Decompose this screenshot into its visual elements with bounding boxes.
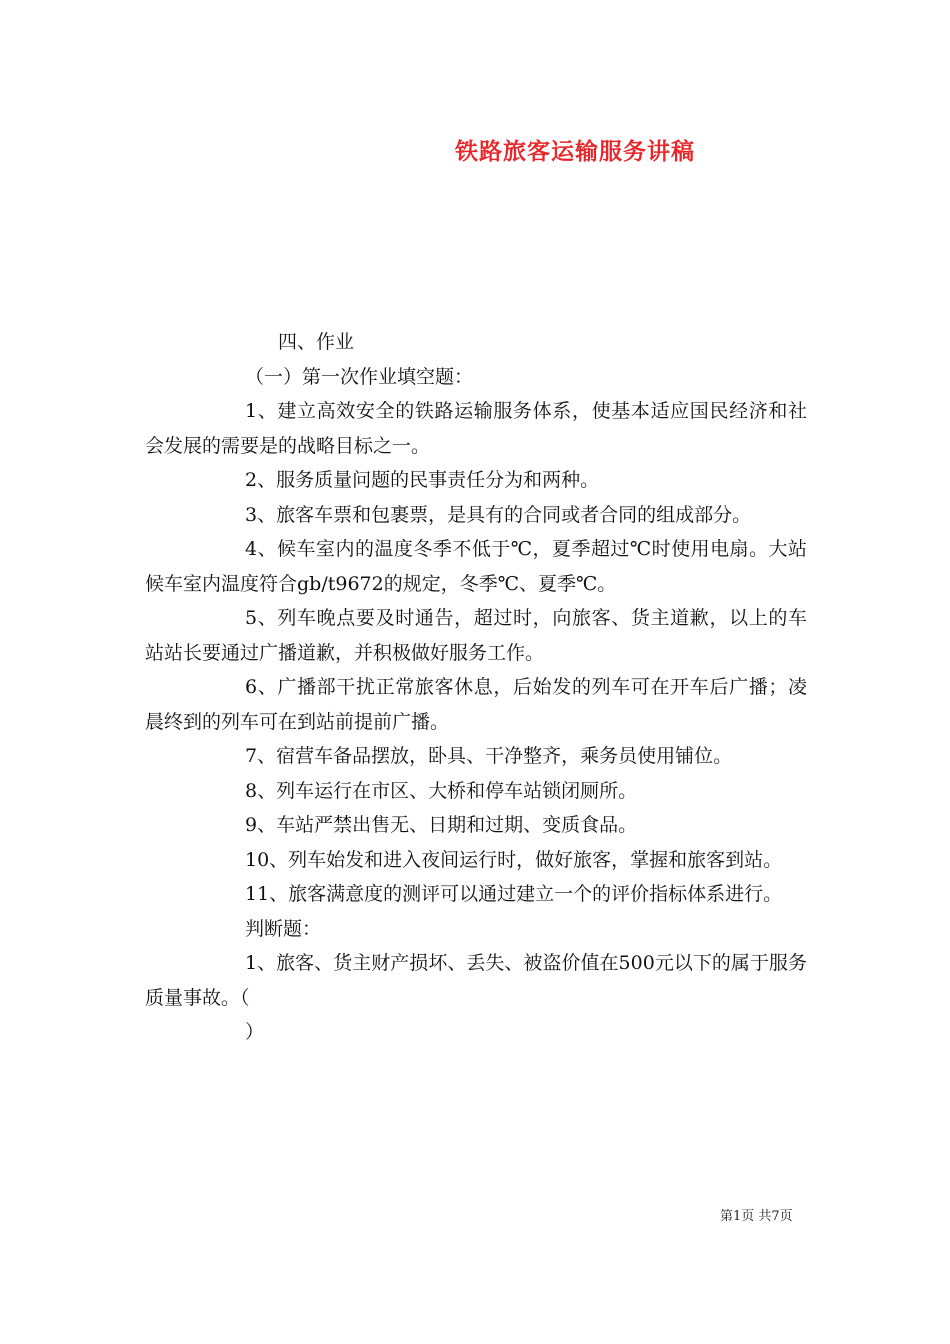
- section-heading: 四、作业: [278, 331, 355, 353]
- list-item: 2、服务质量问题的民事责任分为和两种。: [245, 469, 600, 491]
- list-item: 1、建立高效安全的铁路运输服务体系，使基本适应国民经济和社会发展的需要是的战略目标之一。: [145, 400, 807, 457]
- list-item: 4、候车室内的温度冬季不低于℃，夏季超过℃时使用电扇。大站候车室内温度符合gb/t9672的规定，冬季℃、夏季℃。: [145, 538, 807, 595]
- document-body: [145, 325, 807, 1050]
- list-item: 3、旅客车票和包裹票，是具有的合同或者合同的组成部分。: [245, 503, 752, 526]
- list-item: 7、宿营车备品摆放，卧具、干净整齐，乘务员使用铺位。: [245, 745, 733, 767]
- judgment-item: 1、旅客、货主财产损坏、丢失、被盗价值在500元以下的属于服务质量事故。（: [145, 952, 807, 1009]
- list-item: 8、列车运行在市区、大桥和停车站锁闭厕所。: [245, 779, 638, 802]
- page-footer: 第1页 共7页: [720, 1209, 793, 1224]
- list-item: 6、广播部干扰正常旅客休息，后始发的列车可在开车后广播；凌晨终到的列车可在到站前提前广播。: [145, 676, 807, 733]
- closing-bracket: ）: [245, 1021, 265, 1043]
- list-item: 9、车站严禁出售无、日期和过期、变质食品。: [245, 814, 638, 836]
- list-item: 11、旅客满意度的测评可以通过建立一个的评价指标体系进行。: [245, 883, 783, 905]
- subsection-heading: （一）第一次作业填空题：: [245, 365, 474, 388]
- judgment-heading: 判断题：: [245, 917, 322, 940]
- list-item: 10、列车始发和进入夜间运行时，做好旅客，掌握和旅客到站。: [245, 848, 783, 871]
- document-title: 铁路旅客运输服务讲稿: [455, 138, 695, 165]
- list-item: 5、列车晚点要及时通告，超过时，向旅客、货主道歉，以上的车站站长要通过广播道歉，并积极做好服务工作。: [145, 607, 807, 664]
